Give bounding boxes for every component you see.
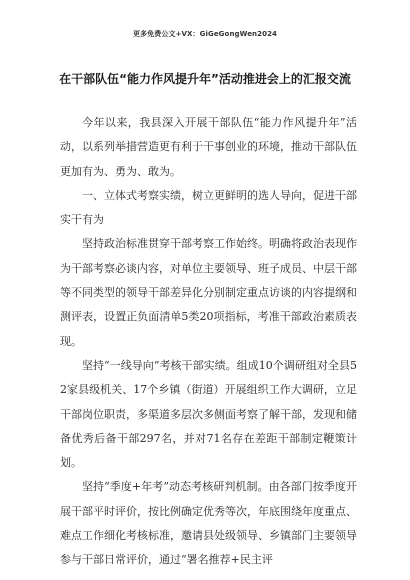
document-body [60,111,357,573]
paragraph-intro: 今年以来，我县深入开展干部队伍“能力作风提升年”活动，以系列举措营造更有利于干事创业的环境，推动干部队伍更加有为、勇为、敢为。 [60,116,357,178]
paragraph-quarterly-assessment: 坚持“季度+年考”动态考核研判机制。由各部门按季度开展干部平时评价，按比例确定优秀等次，年底围绕年度重点、难点工作细化考核标准，邀请县处级领导、乡镇部门主要领导参与干部日常评价，通过“署名推荐+民主评 [60,480,357,567]
paragraph-frontline-assessment: 坚持“一线导向”考核干部实绩。组成10个调研组对全县52家县级机关、17个乡镇（街道）开展组织工作大调研，立足干部岗位职责，多渠道多层次多侧面考察了解干部，发现和储备优秀后备干部297名，并对71名存在差距干部制定鞭策计划。 [60,358,357,470]
section-heading-1: 一、立体式考察实绩，树立更鲜明的选人导向，促进干部实干有为 [60,188,357,227]
document-title: 在干部队伍“能力作风提升年”活动推进会上的汇报交流 [59,72,351,86]
paragraph-political-standard: 坚持政治标准贯穿干部考察工作始终。明确将政治表现作为干部考察必谈内容，对单位主要领导、班子成员、中层干部等不同类型的领导干部差异化分别制定重点访谈的内容提纲和测评表，设置正负面清单5类20项指标，考准干部政治素质表现。 [60,237,357,348]
header-note: 更多免费公文+VX：GiGeGongWen2024 [132,30,278,38]
